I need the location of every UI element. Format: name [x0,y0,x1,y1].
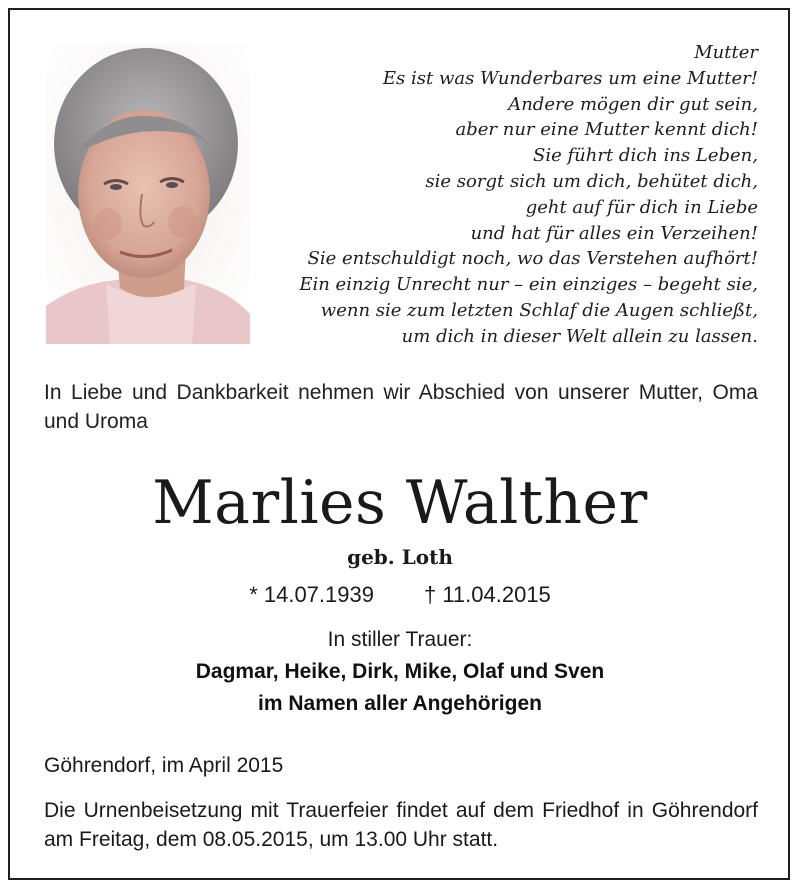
poem-line: und hat für alles ein Verzeihen! [470,222,758,244]
burial-notice: Die Urnenbeisetzung mit Trauerfeier findet auf dem Friedhof in Göhrendorf am Freitag, dem 08.05.2015, um 13.00 Uhr statt. [44,799,758,851]
maiden-name: geb. Loth [347,545,453,569]
mourning-heading: In stiller Trauer: [327,628,473,651]
deceased-name: Marlies Walther [152,468,648,538]
death-date: † 11.04.2015 [423,582,551,607]
poem [238,40,758,350]
poem-line: Sie führt dich ins Leben, [533,145,758,167]
poem-line: Es ist was Wunderbares um eine Mutter! [382,67,758,89]
poem-line: aber nur eine Mutter kennt dich! [455,119,758,141]
poem-line: Mutter [694,42,758,63]
poem-line: Ein einzig Unrecht nur – ein einziges – begeht sie, [299,274,758,296]
poem-line: Andere mögen dir gut sein, [508,93,758,115]
birth-date: * 14.07.1939 [249,582,374,607]
life-dates [0,582,800,608]
portrait-photo [46,44,250,344]
poem-line: sie sorgt sich um dich, behütet dich, [425,170,758,192]
farewell-intro: In Liebe und Dankbarkeit nehmen wir Abschied von unserer Mutter, Oma und Uroma [44,381,758,433]
place-date: Göhrendorf, im April 2015 [44,754,284,777]
mourner-names: Dagmar, Heike, Dirk, Mike, Olaf und Sven [195,660,605,683]
relatives-line: im Namen aller Angehörigen [258,692,542,715]
poem-line: um dich in dieser Welt allein zu lassen. [401,325,758,347]
poem-line: wenn sie zum letzten Schlaf die Augen schließt, [320,299,758,321]
poem-line: geht auf für dich in Liebe [525,196,758,218]
poem-line: Sie entschuldigt noch, wo das Verstehen aufhört! [307,248,758,270]
